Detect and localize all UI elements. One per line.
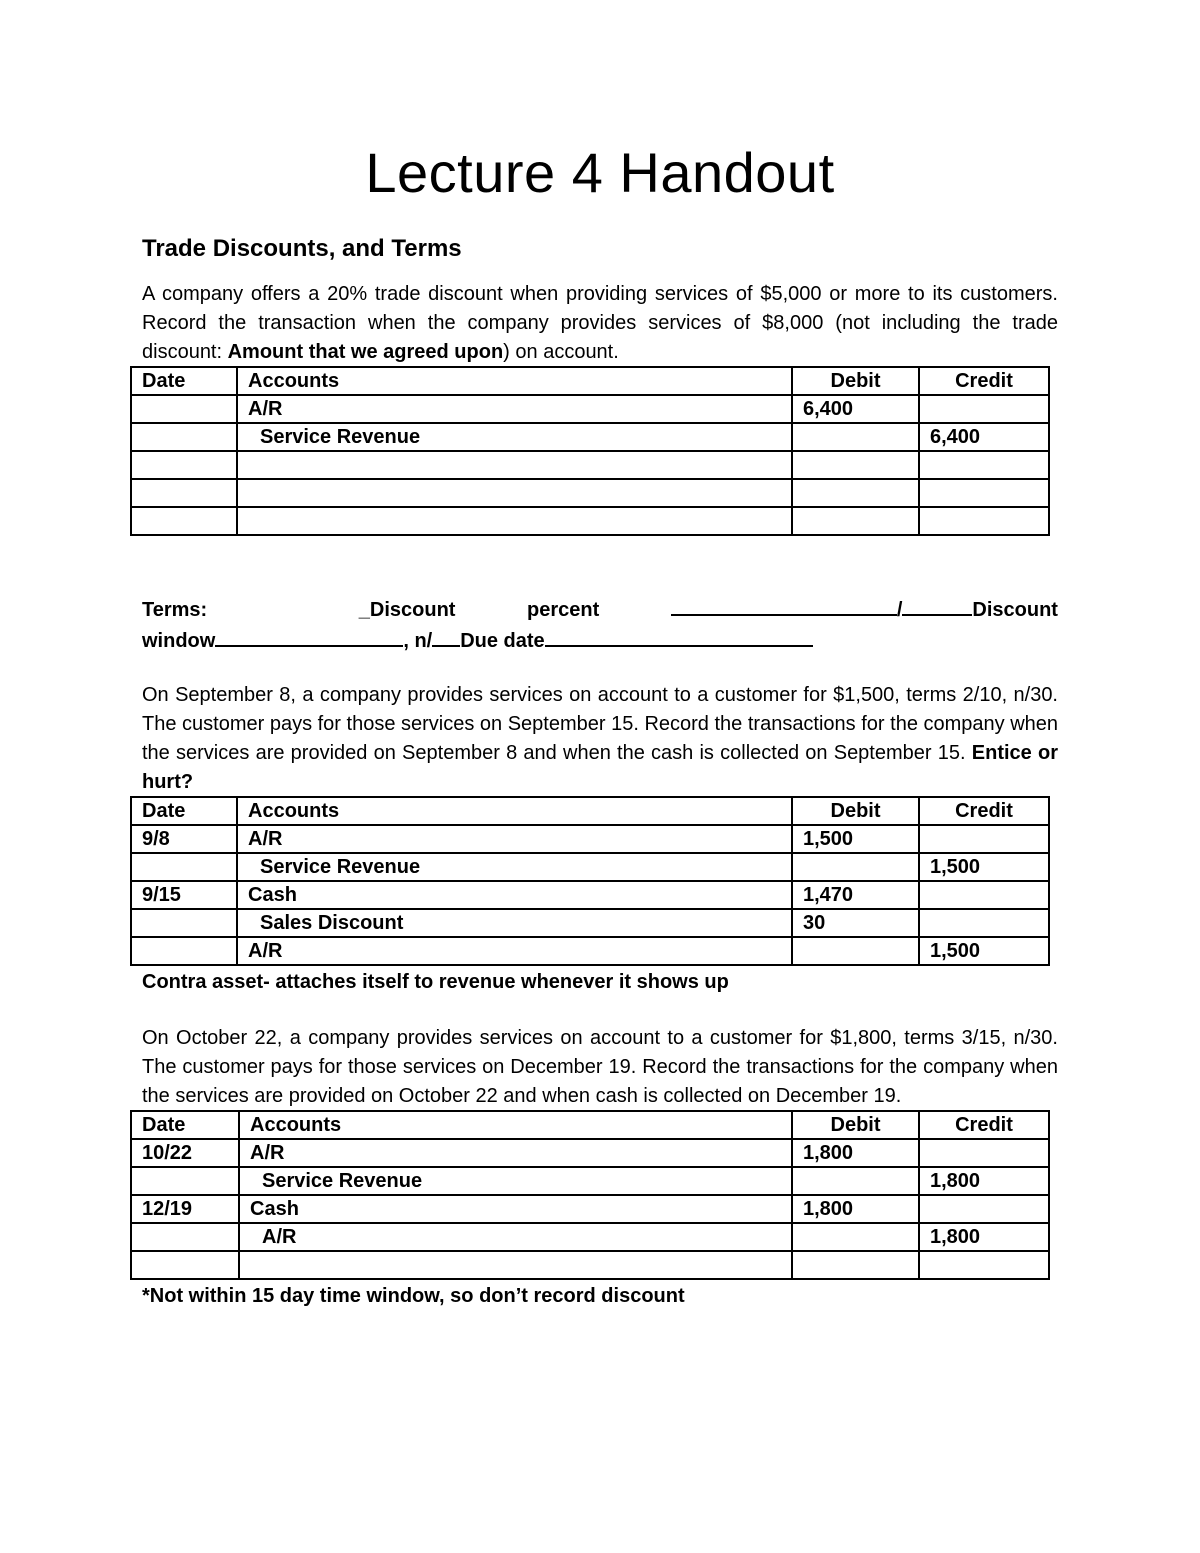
problem-2-text: On September 8, a company provides services on account to a customer for $1,500, terms 2/10, n/30. The customer pays for those services on September 15. Record the transactions for the company when the services are provided on September 8 and when the cash is collected on September 15.: [142, 684, 1059, 764]
cell-date: [131, 1167, 239, 1195]
terms-due-date: Due date: [460, 630, 545, 652]
header-credit: Credit: [919, 367, 1049, 395]
header-accounts: Accounts: [237, 367, 792, 395]
table-row: [131, 937, 1049, 965]
cell-date: [131, 937, 237, 965]
cell-credit: [919, 825, 1049, 853]
cell-account: A/R: [237, 825, 792, 853]
cell-date: [131, 909, 237, 937]
cell-debit: [792, 1167, 919, 1195]
cell-credit: [919, 881, 1049, 909]
cell-account: Sales Discount: [237, 909, 792, 937]
terms-discount-window-group: [671, 594, 1058, 625]
problem-2-paragraph: [142, 681, 1058, 797]
cell-credit: 6,400: [919, 423, 1049, 451]
table-header-row: [131, 367, 1049, 395]
cell-debit: [792, 1251, 919, 1279]
blank-line: [215, 625, 403, 647]
cell-credit: 1,800: [919, 1223, 1049, 1251]
cell-account: A/R: [237, 937, 792, 965]
cell-account: Cash: [237, 881, 792, 909]
header-date: Date: [131, 367, 237, 395]
cell-debit: 1,500: [792, 825, 919, 853]
cell-date: [131, 853, 237, 881]
cell-credit: [919, 507, 1049, 535]
table-row: [131, 1167, 1049, 1195]
blank-line: [432, 625, 460, 647]
cell-date: [131, 423, 237, 451]
header-debit: Debit: [792, 367, 919, 395]
cell-credit: [919, 1139, 1049, 1167]
table-row: [131, 909, 1049, 937]
header-debit: Debit: [792, 1111, 919, 1139]
problem-2-bold: Entice or hurt?: [142, 742, 1059, 793]
header-credit: Credit: [919, 1111, 1049, 1139]
problem-3-paragraph: [142, 1024, 1058, 1111]
cell-account: [239, 1251, 792, 1279]
blank-line: [671, 594, 897, 616]
cell-credit: [919, 1251, 1049, 1279]
header-date: Date: [131, 1111, 239, 1139]
table-row: [131, 423, 1049, 451]
cell-debit: [792, 507, 919, 535]
cell-debit: [792, 451, 919, 479]
table-row: [131, 1139, 1049, 1167]
cell-date: [131, 451, 237, 479]
cell-debit: 6,400: [792, 395, 919, 423]
cell-debit: [792, 423, 919, 451]
cell-credit: [919, 909, 1049, 937]
intro-bold: Amount that we agreed upon: [227, 341, 504, 363]
terms-line-2: [142, 625, 1058, 656]
cell-date: [131, 1251, 239, 1279]
note-discount-window: *Not within 15 day time window, so don’t record discount: [142, 1285, 685, 1307]
cell-date: [131, 479, 237, 507]
terms-percent: percent: [527, 599, 600, 621]
table-row: [131, 479, 1049, 507]
cell-date: [131, 395, 237, 423]
cell-credit: 1,800: [919, 1167, 1049, 1195]
cell-debit: 30: [792, 909, 919, 937]
header-accounts: Accounts: [239, 1111, 792, 1139]
cell-date: 9/8: [131, 825, 237, 853]
cell-account: [237, 507, 792, 535]
cell-date: 10/22: [131, 1139, 239, 1167]
table-header-row: [131, 797, 1049, 825]
cell-credit: 1,500: [919, 937, 1049, 965]
table-header-row: [131, 1111, 1049, 1139]
cell-credit: [919, 479, 1049, 507]
cell-account: A/R: [239, 1223, 792, 1251]
cell-date: 9/15: [131, 881, 237, 909]
header-accounts: Accounts: [237, 797, 792, 825]
table-row: [131, 451, 1049, 479]
terms-discount-word: Discount: [972, 599, 1058, 621]
header-date: Date: [131, 797, 237, 825]
intro-end: ) on account.: [503, 341, 619, 363]
cell-account: A/R: [237, 395, 792, 423]
cell-credit: [919, 451, 1049, 479]
intro-text: A company offers a 20% trade discount when providing services of $5,000 or more to its customers. Record the transaction when the company provides services of $8,000 (not including the trade discount:: [142, 283, 1058, 363]
journal-table-1: [130, 366, 1050, 536]
problem-3-text: On October 22, a company provides services on account to a customer for $1,800, terms 3/15, n/30. The customer pays for those services on December 19. Record the transactions for the company when the services are provided on October 22 and when cash is collected on December 19.: [142, 1027, 1058, 1107]
table-row: [131, 1195, 1049, 1223]
cell-debit: [792, 479, 919, 507]
table-row: [131, 395, 1049, 423]
intro-paragraph: [142, 280, 1058, 367]
cell-debit: [792, 853, 919, 881]
terms-label: Terms:: [142, 599, 208, 621]
note-contra-asset: Contra asset- attaches itself to revenue whenever it shows up: [142, 971, 729, 993]
cell-account: Service Revenue: [239, 1167, 792, 1195]
terms-window: window: [142, 630, 216, 652]
cell-debit: [792, 937, 919, 965]
cell-account: [237, 451, 792, 479]
journal-table-2: [130, 796, 1050, 966]
cell-account: Cash: [239, 1195, 792, 1223]
cell-credit: [919, 395, 1049, 423]
table-row: [131, 853, 1049, 881]
table-row: [131, 825, 1049, 853]
cell-account: A/R: [239, 1139, 792, 1167]
header-credit: Credit: [919, 797, 1049, 825]
cell-account: Service Revenue: [237, 853, 792, 881]
journal-table-3: [130, 1110, 1050, 1280]
cell-account: Service Revenue: [237, 423, 792, 451]
blank-line: [902, 594, 972, 616]
cell-debit: 1,800: [792, 1139, 919, 1167]
cell-date: [131, 507, 237, 535]
cell-date: 12/19: [131, 1195, 239, 1223]
header-debit: Debit: [792, 797, 919, 825]
cell-debit: [792, 1223, 919, 1251]
terms-discount-prefix: _Discount: [358, 599, 456, 621]
cell-debit: 1,470: [792, 881, 919, 909]
section-heading: Trade Discounts, and Terms: [142, 235, 462, 262]
document-content: [142, 232, 1058, 1311]
cell-credit: 1,500: [919, 853, 1049, 881]
terms-n: , n/: [403, 630, 433, 652]
blank-line: [545, 625, 813, 647]
table-row: [131, 881, 1049, 909]
table-row: [131, 1251, 1049, 1279]
cell-debit: 1,800: [792, 1195, 919, 1223]
terms-slash: /: [896, 599, 903, 621]
cell-account: [237, 479, 792, 507]
terms-block: [142, 594, 1058, 656]
cell-credit: [919, 1195, 1049, 1223]
terms-line-1: [142, 594, 1058, 625]
table-row: [131, 507, 1049, 535]
table-row: [131, 1223, 1049, 1251]
page-title: Lecture 4 Handout: [365, 141, 835, 204]
cell-date: [131, 1223, 239, 1251]
